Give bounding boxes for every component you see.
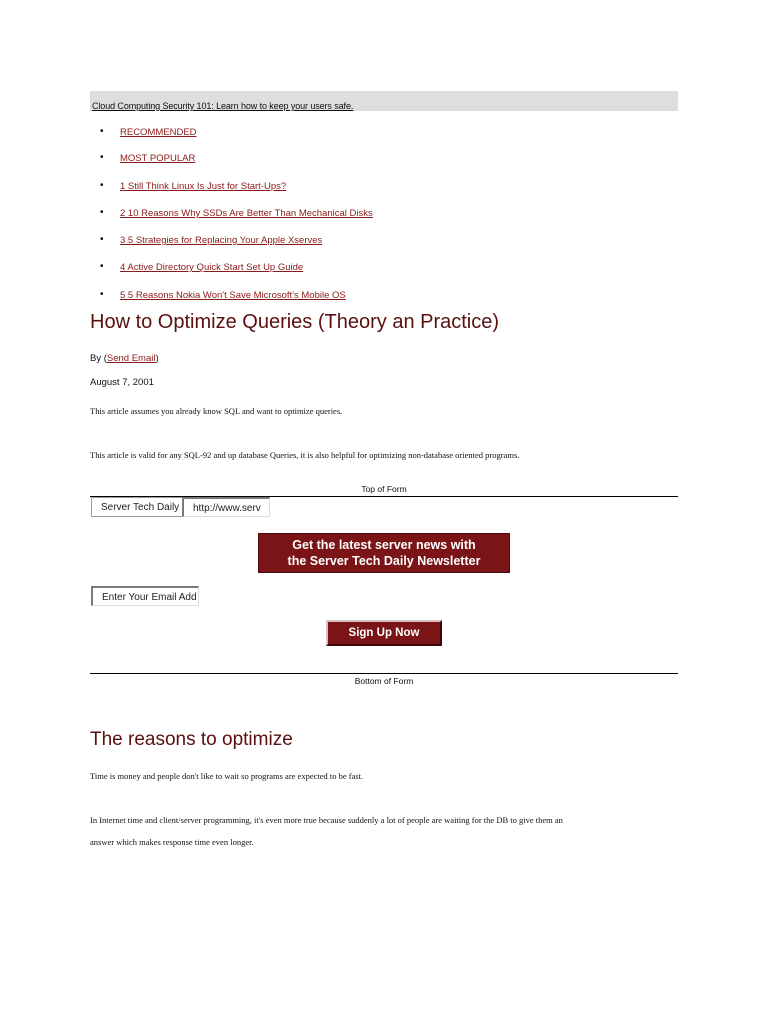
list-item (90, 288, 650, 304)
recommended-link[interactable]: RECOMMENDED (120, 127, 197, 138)
email-field[interactable]: Enter Your Email Add (91, 586, 199, 606)
list-item (90, 151, 650, 167)
publish-date: August 7, 2001 (90, 377, 154, 388)
bullet-icon: • (100, 126, 104, 137)
bullet-icon: • (100, 261, 104, 272)
promo-link[interactable]: Cloud Computing Security 101: Learn how to keep your users safe. (92, 101, 354, 111)
intro-paragraph-1: This article assumes you already know SQL and want to optimize queries. (90, 406, 343, 416)
bullet-icon: • (100, 207, 104, 218)
byline-suffix: ) (155, 353, 159, 364)
popular-article-link-2[interactable]: 2 10 Reasons Why SSDs Are Better Than Mechanical Disks (120, 208, 373, 219)
section-heading: The reasons to optimize (90, 729, 293, 750)
most-popular-link[interactable]: MOST POPULAR (120, 153, 196, 164)
newsletter-name-field[interactable]: Server Tech Daily (91, 497, 183, 517)
top-of-form-caption: Top of Form (361, 484, 407, 494)
sign-up-button[interactable]: Sign Up Now (326, 620, 442, 646)
list-item (90, 179, 650, 195)
popular-article-link-3[interactable]: 3 5 Strategies for Replacing Your Apple Xserves (120, 235, 323, 246)
byline-prefix: By ( (90, 353, 107, 364)
newsletter-banner[interactable] (258, 533, 510, 573)
promo-bar (90, 91, 678, 111)
popular-article-link-5[interactable]: 5 5 Reasons Nokia Won't Save Microsoft's Mobile OS (120, 290, 346, 301)
popular-article-link-4[interactable]: 4 Active Directory Quick Start Set Up Guide (120, 262, 304, 273)
bullet-icon: • (100, 152, 104, 163)
list-item (90, 233, 650, 249)
section-paragraph-1: Time is money and people don't like to wait so programs are expected to be fast. (90, 771, 364, 781)
list-item (90, 260, 650, 276)
article-title: How to Optimize Queries (Theory an Practice) (90, 311, 500, 333)
banner-line-2: the Server Tech Daily Newsletter (287, 554, 481, 568)
bullet-icon: • (100, 289, 104, 300)
section-paragraph-2-line-2: answer which makes response time even longer. (90, 837, 254, 847)
intro-paragraph-2: This article is valid for any SQL-92 and up database Queries, it is also helpful for optimizing non-database oriented programs. (90, 450, 520, 460)
list-item (90, 206, 650, 222)
url-field[interactable]: http://www.serv (182, 497, 270, 517)
popular-article-link-1[interactable]: 1 Still Think Linux Is Just for Start-Ups? (120, 181, 287, 192)
banner-line-1: Get the latest server news with (292, 538, 476, 552)
list-item (90, 125, 650, 141)
bottom-of-form-caption: Bottom of Form (354, 676, 414, 686)
section-paragraph-2-line-1: In Internet time and client/server programming, it's even more true because suddenly a lot of people are waiting for the DB to give them an (90, 815, 563, 825)
bullet-icon: • (100, 180, 104, 191)
byline (90, 353, 159, 364)
send-email-link[interactable]: Send Email (106, 353, 156, 364)
bottom-of-form-rule (90, 673, 678, 674)
bullet-icon: • (100, 234, 104, 245)
